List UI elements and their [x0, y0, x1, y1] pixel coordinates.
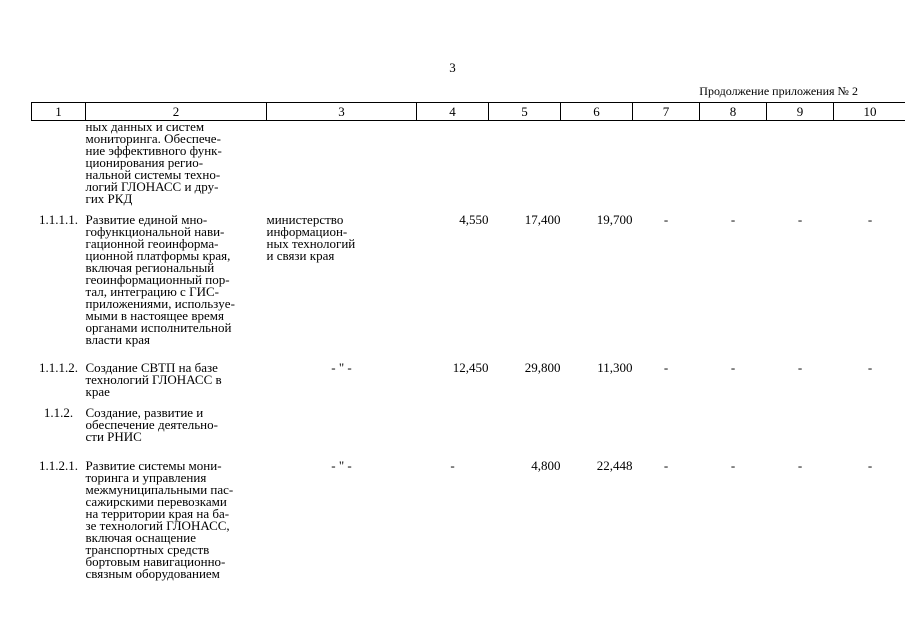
- row-name-line: крае: [85, 384, 110, 399]
- row-value-9: -: [797, 212, 803, 227]
- row-value-8: -: [730, 212, 736, 227]
- row-value-6: [561, 121, 633, 211]
- row-name-line: гих РКД: [85, 191, 133, 206]
- row-name-line: обеспечение деятельно-: [85, 417, 218, 432]
- row-value-9: -: [797, 458, 803, 473]
- row-responsible: [267, 210, 417, 358]
- row-responsible-line: ных технологий: [266, 236, 356, 251]
- row-name-line: нальной системы техно-: [85, 167, 221, 182]
- header-col-2: 2: [86, 103, 267, 121]
- row-name-line: приложениями, использye-: [85, 296, 235, 311]
- header-col-7: 7: [633, 103, 700, 121]
- header-col-8: 8: [700, 103, 767, 121]
- row-value-5: 29,800: [524, 360, 561, 375]
- row-name-line: межмуниципальными пас-: [85, 482, 234, 497]
- row-name-line: технологий ГЛОНАСС в: [85, 372, 222, 387]
- row-name-line: ционной платформы края,: [85, 248, 231, 263]
- row-name-line: связным оборудованием: [85, 566, 220, 581]
- row-name-line: ние эффективного функ-: [85, 143, 222, 158]
- row-value-8: [700, 121, 767, 211]
- header-col-6: 6: [561, 103, 633, 121]
- header-col-1: 1: [32, 103, 86, 121]
- row-name-line: зе технологий ГЛОНАСС,: [85, 518, 230, 533]
- page-number: 3: [449, 60, 456, 75]
- header-col-9: 9: [767, 103, 834, 121]
- row-value-5: 17,400: [524, 212, 561, 227]
- row-number: 1.1.2.1.: [39, 458, 78, 473]
- row-name-line: ционирования регио-: [85, 155, 204, 170]
- row-value-8: [700, 403, 767, 456]
- row-name-line: сти РНИС: [85, 429, 142, 444]
- row-name: [86, 121, 267, 211]
- table-row: [32, 358, 905, 403]
- row-value-4: [417, 121, 489, 211]
- row-value-10: [834, 403, 905, 456]
- header-col-5: 5: [489, 103, 561, 121]
- row-responsible: [267, 121, 417, 211]
- row-name-line: гофункциональной нави-: [85, 224, 225, 239]
- table-row: [32, 403, 905, 456]
- row-name-line: власти края: [85, 332, 150, 347]
- row-value-4: 12,450: [452, 360, 489, 375]
- row-name: [86, 358, 267, 403]
- row-number: 1.1.1.1.: [39, 212, 78, 227]
- row-value-10: [834, 121, 905, 211]
- row-number: 1.1.2.: [43, 405, 74, 420]
- row-value-6: [561, 403, 633, 456]
- table-row: [32, 121, 905, 211]
- header-col-10: 10: [834, 103, 905, 121]
- row-responsible: [267, 456, 417, 590]
- row-name-line: включая региональный: [85, 260, 215, 275]
- row-value-4: 4,550: [459, 212, 489, 227]
- continuation-note: Продолжение приложения № 2: [699, 84, 858, 98]
- row-number: 1.1.1.2.: [39, 360, 78, 375]
- row-responsible-line: и связи края: [266, 248, 335, 263]
- header-col-4: 4: [417, 103, 489, 121]
- row-name-line: сажирскими перевозками: [85, 494, 227, 509]
- table-row: [32, 210, 905, 358]
- row-value-10: -: [867, 360, 873, 375]
- row-name-line: гационной геоинформа-: [85, 236, 219, 251]
- row-value-6: 19,700: [596, 212, 633, 227]
- row-name-line: бортовым навигационно-: [85, 554, 226, 569]
- row-name-line: Создание СВТП на базе: [85, 360, 218, 375]
- row-value-9: [767, 403, 834, 456]
- row-value-7: [633, 121, 700, 211]
- row-name-line: включая оснащение: [85, 530, 196, 545]
- header-row: [32, 103, 905, 121]
- row-name: [86, 403, 267, 456]
- row-value-10: -: [867, 212, 873, 227]
- row-value-5: [489, 403, 561, 456]
- row-value-4: [417, 403, 489, 456]
- row-responsible-line: министерство: [266, 212, 344, 227]
- row-number: [32, 121, 86, 211]
- row-value-6: 11,300: [597, 360, 633, 375]
- row-value-4: -: [450, 458, 455, 473]
- row-value-7: -: [663, 212, 669, 227]
- row-name-line: ных данных и систем: [85, 119, 205, 134]
- header-col-3: 3: [267, 103, 417, 121]
- row-value-8: -: [730, 360, 736, 375]
- row-responsible-line: - " -: [331, 458, 352, 473]
- row-name-line: органами исполнительной: [85, 320, 232, 335]
- row-value-9: [767, 121, 834, 211]
- row-name-line: геоинформационный пор-: [85, 272, 230, 287]
- row-name: [86, 210, 267, 358]
- row-name: [86, 456, 267, 590]
- row-value-7: -: [663, 458, 669, 473]
- row-responsible: [267, 358, 417, 403]
- row-value-8: -: [730, 458, 736, 473]
- row-name-line: транспортных средств: [85, 542, 210, 557]
- row-value-6: 22,448: [596, 458, 633, 473]
- row-name-line: торинга и управления: [85, 470, 207, 485]
- row-name-line: Создание, развитие и: [85, 405, 204, 420]
- row-name-line: логий ГЛОНАСС и дру-: [85, 179, 219, 194]
- row-name-line: тал, интеграцию с ГИС-: [85, 284, 219, 299]
- row-value-9: -: [797, 360, 803, 375]
- row-value-5: 4,800: [531, 458, 561, 473]
- row-responsible-line: информацион-: [266, 224, 348, 239]
- table-row: [32, 456, 905, 590]
- row-name-line: Развитие единой мно-: [85, 212, 208, 227]
- row-name-line: мыми в настоящее время: [85, 308, 224, 323]
- row-name-line: Развитие системы мони-: [85, 458, 222, 473]
- row-name-line: на территории края на ба-: [85, 506, 230, 521]
- appendix-table: [31, 102, 905, 590]
- row-value-7: [633, 403, 700, 456]
- row-responsible: [267, 403, 417, 456]
- row-responsible-line: - " -: [331, 360, 352, 375]
- row-value-7: -: [663, 360, 669, 375]
- row-value-5: [489, 121, 561, 211]
- row-value-10: -: [867, 458, 873, 473]
- row-name-line: мониторинга. Обеспече-: [85, 131, 221, 146]
